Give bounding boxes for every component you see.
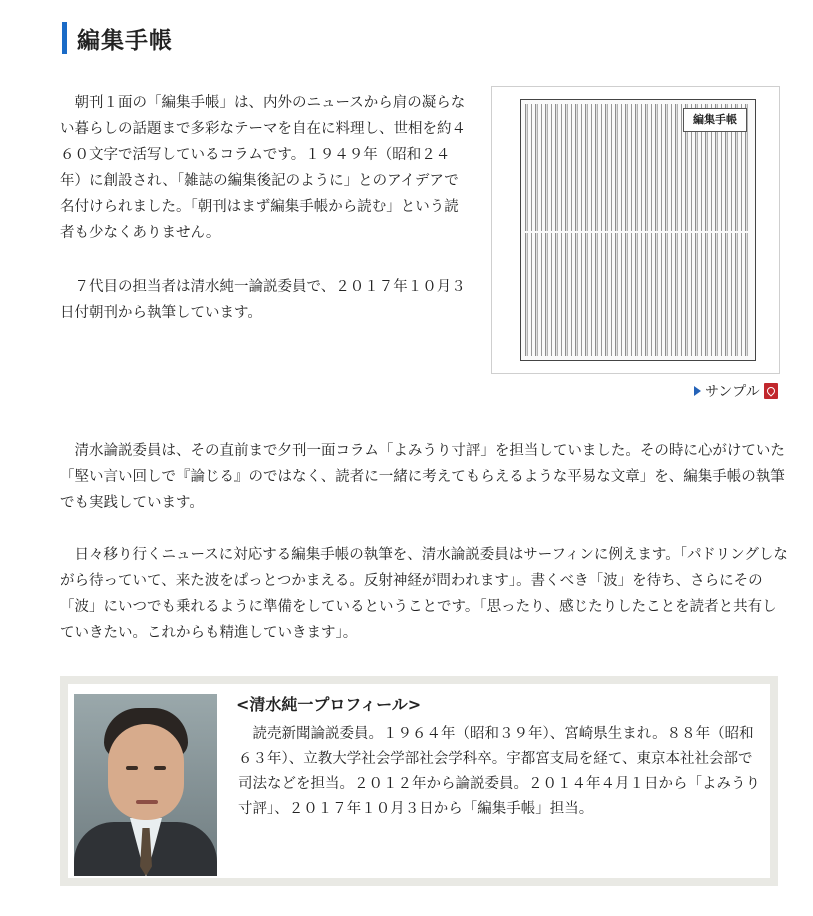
page-title-text: 編集手帳 — [77, 27, 173, 54]
intro-paragraph-1: 朝刊１面の「編集手帳」は、内外のニュースから肩の凝らない暮らしの話題まで多彩なテーマを自在に料理し、世相を約４６０文字で活写しているコラムです。１９４９年（昭和２４年）に創設され、「雑誌の編集後記のように」とのアイデアで名付けられました。「朝刊はまず編集手帳から読む」という読者も少なくありません。 — [60, 95, 466, 241]
photo-mouth — [136, 800, 158, 804]
photo-eye-right — [154, 766, 166, 770]
clipping-heading: 編集手帳 — [683, 108, 747, 132]
title-accent-bar — [62, 22, 67, 54]
body-paragraph-2: 日々移り行くニュースに対応する編集手帳の執筆を、清水論説委員はサーフィンに例えます。「パドリングしながら待っていて、来た波をぱっとつかまえる。反射神経が問われます」。書くべき「波」を待ち、さらにその「波」にいつでも乗れるように準備をしているということです。「思ったり、感じたりしたことを読者と共有していきたい。これからも精進していきます」。 — [60, 547, 788, 641]
body-paragraph-1: 清水論説委員は、その直前まで夕刊一面コラム「よみうり寸評」を担当していました。その時に心がけていた「堅い言い回しで『論じる』のではなく、読者に一緒に考えてもらえるような平易な文章」を、編集手帳の執筆でも実践しています。 — [60, 443, 785, 511]
profile-text: 読売新聞論説委員。１９６４年（昭和３９年）、宮崎県生まれ。８８年（昭和６３年）、立教大学社会学部社会学科卒。宇都宮支局を経て、東京本社社会部で司法などを担当。２０１２年から論説委員。２０１４年４月１日から「よみうり寸評」、２０１７年１０月３日から「編集手帳」担当。 — [238, 726, 760, 817]
sample-link-label: サンプル — [705, 384, 760, 400]
intro-paragraph-2: ７代目の担当者は清水純一論説委員で、２０１７年１０月３日付朝刊から執筆しています。 — [60, 279, 466, 321]
intro-section — [60, 90, 468, 354]
body-section — [60, 438, 788, 672]
author-photo — [74, 694, 217, 876]
profile-inner — [68, 684, 770, 878]
profile-box — [60, 676, 778, 886]
photo-face — [108, 724, 184, 820]
page-title — [62, 22, 173, 54]
clipping-text-columns — [525, 104, 751, 356]
profile-title: <清水純一プロフィール> — [236, 695, 422, 714]
newspaper-clipping-image[interactable] — [520, 99, 756, 361]
photo-eye-left — [126, 766, 138, 770]
triangle-right-icon — [694, 386, 701, 396]
pdf-icon — [764, 383, 778, 399]
clipping-divider — [525, 231, 751, 233]
sample-image-frame[interactable] — [491, 86, 780, 374]
sample-pdf-link[interactable] — [694, 382, 778, 400]
